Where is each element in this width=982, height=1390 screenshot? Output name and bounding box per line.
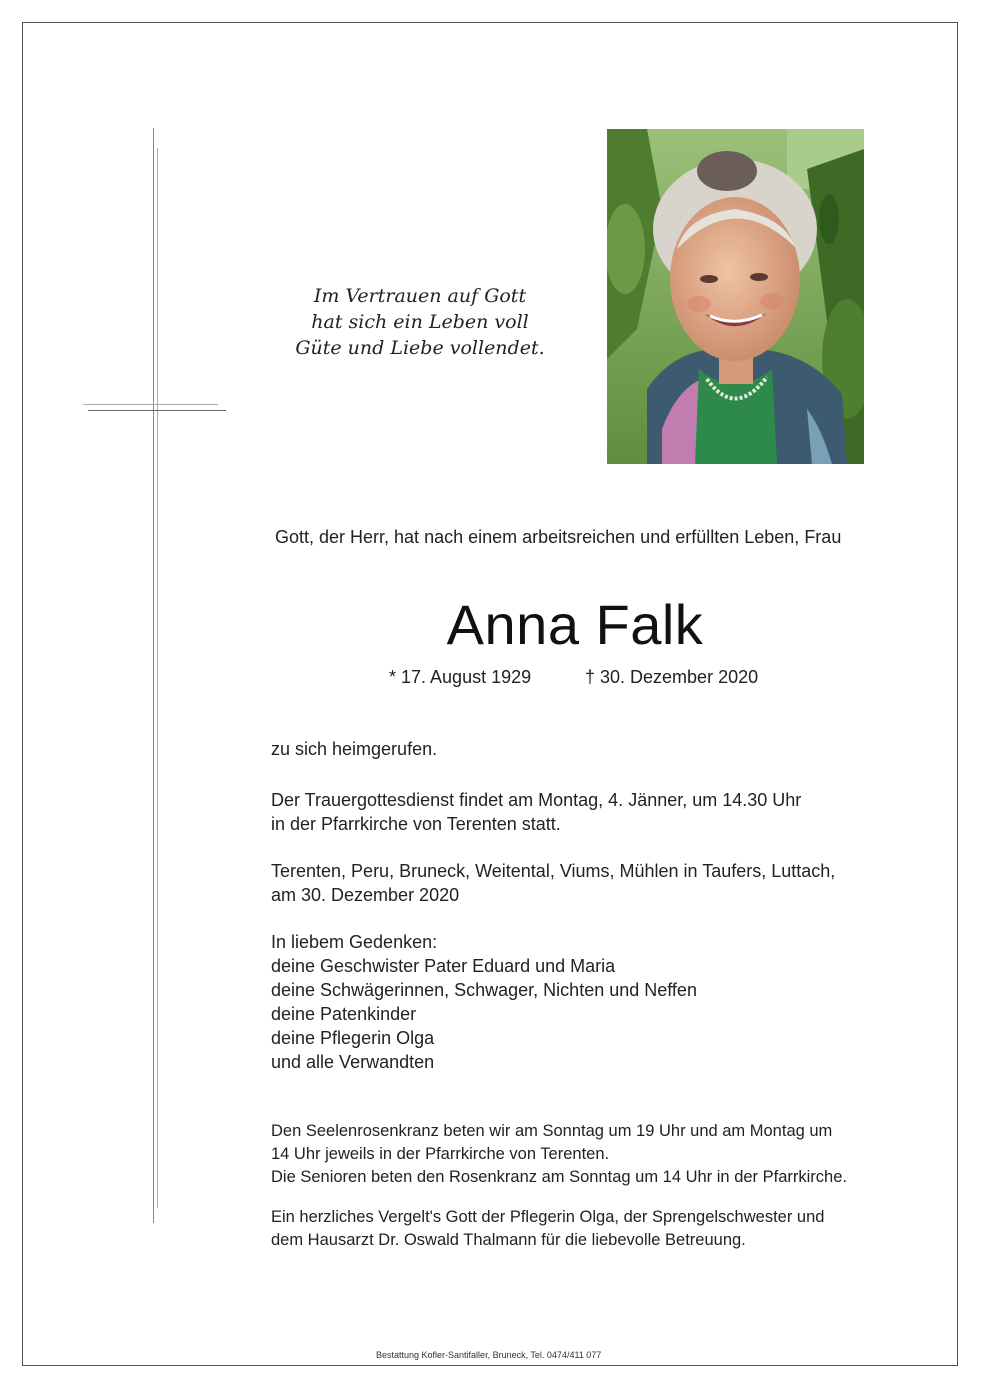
- mourner-line: deine Schwägerinnen, Schwager, Nichten und Neffen: [271, 980, 697, 1000]
- portrait-photo: [607, 129, 864, 464]
- date-line: am 30. Dezember 2020: [271, 885, 460, 905]
- rosary-line: 14 Uhr jeweils in der Pfarrkirche von Terenten.: [271, 1145, 610, 1163]
- called-home-line: zu sich heimgerufen.: [271, 739, 438, 759]
- thanks-line: dem Hausarzt Dr. Oswald Thalmann für die liebevolle Betreuung.: [271, 1231, 746, 1249]
- funeral-home-footer: Bestattung Kofler-Santifaller, Bruneck, Tel. 0474/411 077: [376, 1350, 602, 1360]
- rosary-notice: [271, 1120, 847, 1189]
- rosary-line: Die Senioren beten den Rosenkranz am Sonntag um 14 Uhr in der Pfarrkirche.: [271, 1168, 847, 1186]
- funeral-line: in der Pfarrkirche von Terenten statt.: [271, 814, 561, 834]
- funeral-notice: [271, 788, 801, 836]
- motto-verse: [280, 283, 560, 361]
- mourners-heading: In liebem Gedenken:: [271, 932, 438, 952]
- place-and-date: [271, 859, 835, 907]
- cross-horizontal-line: [83, 404, 218, 405]
- deceased-name: Anna Falk: [446, 593, 704, 656]
- mourners-list: [271, 930, 697, 1074]
- motto-line: Im Vertrauen auf Gott: [313, 285, 527, 307]
- cross-horizontal-line-lower: [88, 410, 226, 411]
- funeral-line: Der Trauergottesdienst findet am Montag, 4. Jänner, um 14.30 Uhr: [271, 790, 802, 810]
- intro-text: Gott, der Herr, hat nach einem arbeitsreichen und erfüllten Leben, Frau: [275, 527, 842, 547]
- rosary-line: Den Seelenrosenkranz beten wir am Sonntag um 19 Uhr und am Montag um: [271, 1122, 833, 1140]
- motto-line: Güte und Liebe vollendet.: [295, 337, 545, 359]
- mourner-line: deine Geschwister Pater Eduard und Maria: [271, 956, 616, 976]
- thanks-notice: [271, 1206, 824, 1252]
- cross-vertical-line: [153, 128, 154, 1223]
- place-line: Terenten, Peru, Bruneck, Weitental, Viums, Mühlen in Taufers, Luttach,: [271, 861, 836, 881]
- thanks-line: Ein herzliches Vergelt's Gott der Pflegerin Olga, der Sprengelschwester und: [271, 1208, 825, 1226]
- called-home-text: [271, 737, 437, 761]
- portrait-illustration: [607, 129, 864, 464]
- death-date: † 30. Dezember 2020: [585, 667, 759, 687]
- mourner-line: und alle Verwandten: [271, 1052, 435, 1072]
- mourner-line: deine Patenkinder: [271, 1004, 417, 1024]
- motto-line: hat sich ein Leben voll: [311, 311, 529, 333]
- birth-date: * 17. August 1929: [389, 667, 532, 687]
- mourner-line: deine Pflegerin Olga: [271, 1028, 435, 1048]
- cross-vertical-line-inner: [157, 148, 158, 1208]
